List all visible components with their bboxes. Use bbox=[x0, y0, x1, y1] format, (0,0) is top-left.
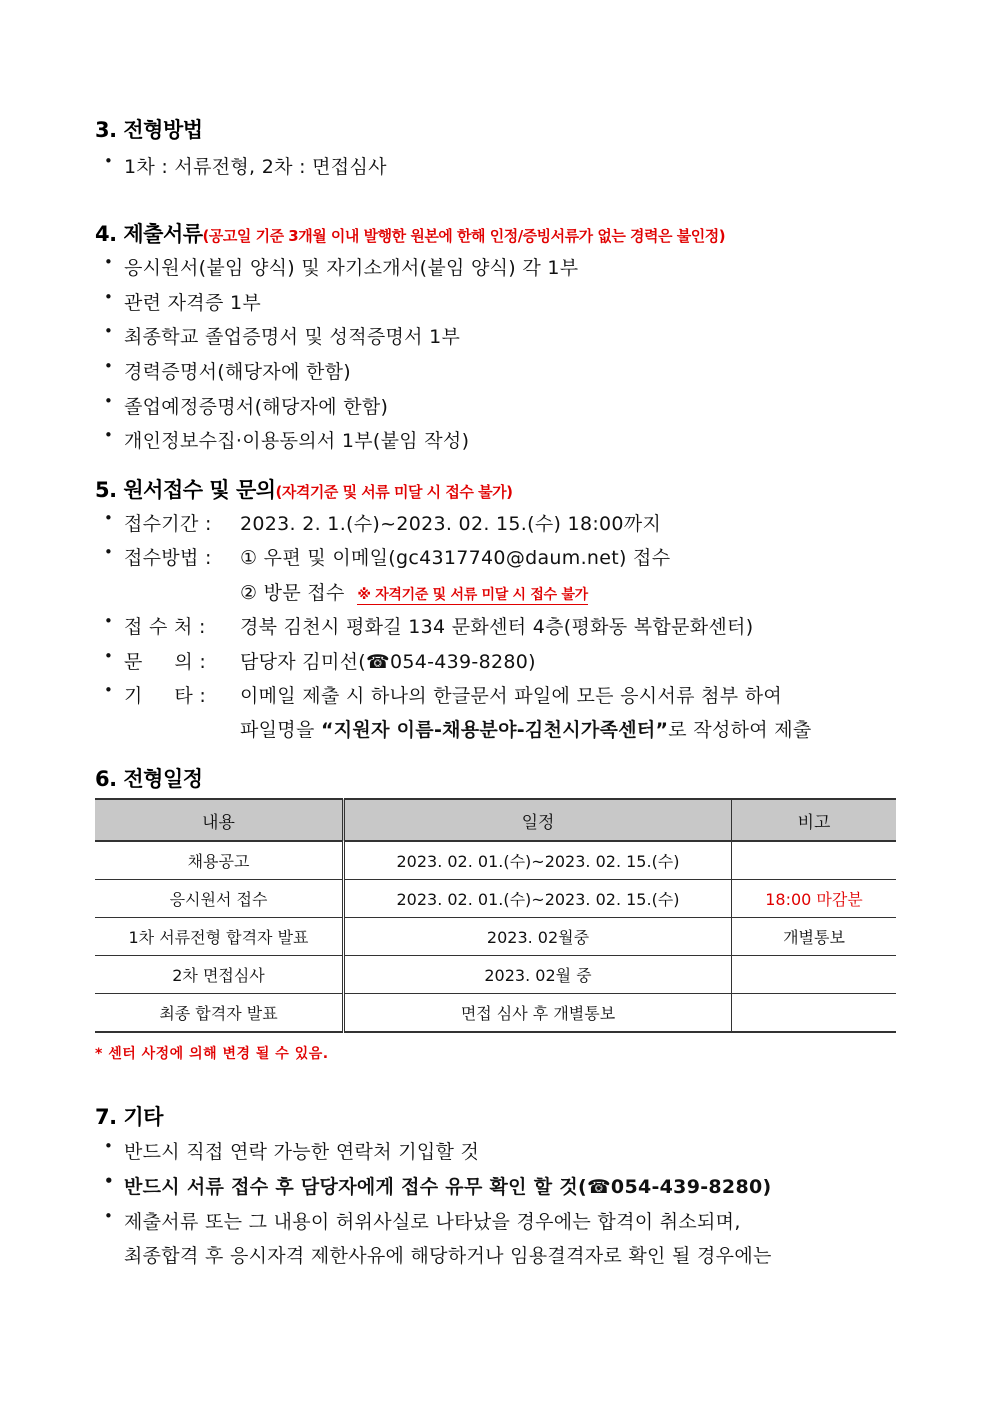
table-cell: 채용공고 bbox=[95, 841, 344, 880]
bullet-icon: • bbox=[104, 152, 114, 170]
table-cell: 개별통보 bbox=[732, 918, 897, 956]
list-item bbox=[104, 392, 389, 419]
method-value-1: ① 우편 및 이메일(gc4317740@daum.net) 접수 bbox=[240, 547, 671, 569]
period-value: 2023. 2. 1.(수)~2023. 02. 15.(수) 18:00까지 bbox=[240, 513, 662, 535]
list-item-text: 경력증명서(해당자에 한함) bbox=[124, 361, 351, 383]
place-value: 경북 김천시 평화길 134 문화센터 4층(평화동 복합문화센터) bbox=[240, 616, 754, 638]
list-item-method bbox=[104, 543, 212, 570]
list-item-continuation: 최종합격 후 응시자격 제한사유에 해당하거나 임용결격자로 확인 될 경우에는 bbox=[124, 1245, 772, 1267]
list-item bbox=[104, 357, 351, 384]
list-item-inquiry bbox=[104, 647, 207, 674]
bullet-icon: • bbox=[104, 1207, 114, 1225]
table-row bbox=[95, 994, 896, 1033]
list-item-etc bbox=[104, 681, 207, 708]
table-cell: 최종 합격자 발표 bbox=[95, 994, 344, 1033]
list-item bbox=[104, 426, 470, 453]
etc-line-2 bbox=[240, 715, 812, 742]
table-row bbox=[95, 918, 896, 956]
list-item-text: 최종학교 졸업증명서 및 성적증명서 1부 bbox=[124, 326, 461, 348]
etc-line-1: 이메일 제출 시 하나의 한글문서 파일에 모든 응시서류 첨부 하여 bbox=[240, 685, 783, 707]
bullet-icon: • bbox=[104, 288, 114, 306]
inquiry-value: 담당자 김미선(☎054-439-8280) bbox=[240, 651, 536, 673]
inquiry-label: 문 의 : bbox=[124, 651, 207, 673]
section-4-heading: 4. 제출서류 bbox=[95, 222, 203, 246]
list-item-place bbox=[104, 612, 206, 639]
etc-label: 기 타 : bbox=[124, 685, 207, 707]
etc-filename-format: “지원자 이름-채용분야-김천시가족센터” bbox=[320, 719, 669, 741]
table-cell: 2023. 02월 중 bbox=[344, 956, 732, 994]
list-item bbox=[104, 1172, 772, 1199]
table-cell: 2023. 02. 01.(수)~2023. 02. 15.(수) bbox=[344, 841, 732, 880]
list-item-text: 응시원서(붙임 양식) 및 자기소개서(붙임 양식) 각 1부 bbox=[124, 257, 579, 279]
etc-line-2-pre: 파일명을 bbox=[240, 719, 321, 741]
bullet-icon: • bbox=[104, 543, 114, 561]
table-cell bbox=[732, 841, 897, 880]
method-visit: ② 방문 접수 bbox=[240, 582, 345, 604]
table-cell: 면접 심사 후 개별통보 bbox=[344, 994, 732, 1033]
table-cell: 2023. 02월중 bbox=[344, 918, 732, 956]
list-item-text: 반드시 직접 연락 가능한 연락처 기입할 것 bbox=[124, 1141, 480, 1163]
schedule-footnote: * 센터 사정에 의해 변경 될 수 있음. bbox=[95, 1046, 329, 1062]
section-4-note: (공고일 기준 3개월 이내 발행한 원본에 한해 인정/증빙서류가 없는 경력은 불인정) bbox=[202, 227, 726, 245]
schedule-table bbox=[95, 798, 896, 1033]
bullet-icon: • bbox=[104, 253, 114, 271]
section-5-title bbox=[95, 474, 512, 504]
period-label: 접수기간 : bbox=[124, 513, 212, 535]
table-row bbox=[95, 880, 896, 918]
list-item bbox=[104, 1207, 741, 1234]
method-label: 접수방법 : bbox=[124, 547, 212, 569]
section-5-note: (자격기준 및 서류 미달 시 접수 불가) bbox=[275, 483, 513, 501]
list-item bbox=[104, 322, 461, 349]
table-header: 내용 bbox=[95, 799, 344, 841]
bullet-icon: • bbox=[104, 322, 114, 340]
list-item-text: 개인정보수집·이용동의서 1부(붙임 작성) bbox=[124, 430, 470, 452]
place-label: 접 수 처 : bbox=[124, 616, 206, 638]
table-cell: 2023. 02. 01.(수)~2023. 02. 15.(수) bbox=[344, 880, 732, 918]
section-5-heading: 5. 원서접수 및 문의 bbox=[95, 478, 276, 502]
table-header: 비고 bbox=[732, 799, 897, 841]
list-item bbox=[104, 152, 387, 179]
list-item-period bbox=[104, 509, 212, 536]
table-row bbox=[95, 841, 896, 880]
table-cell: 1차 서류전형 합격자 발표 bbox=[95, 918, 344, 956]
section-7-heading: 7. 기타 bbox=[95, 1105, 163, 1129]
bullet-icon: • bbox=[104, 681, 114, 699]
table-header: 일정 bbox=[344, 799, 732, 841]
method-value-2 bbox=[240, 578, 588, 605]
table-cell bbox=[732, 956, 897, 994]
list-item-text: 반드시 서류 접수 후 담당자에게 접수 유무 확인 할 것(☎054-439-8280) bbox=[124, 1176, 772, 1198]
list-item bbox=[104, 253, 579, 280]
bullet-icon: • bbox=[104, 509, 114, 527]
table-cell: 18:00 마감분 bbox=[732, 880, 897, 918]
bullet-icon: • bbox=[104, 612, 114, 630]
section-3-heading: 3. 전형방법 bbox=[95, 118, 203, 142]
table-cell bbox=[732, 994, 897, 1033]
table-row bbox=[95, 956, 896, 994]
section-6-heading: 6. 전형일정 bbox=[95, 767, 203, 791]
bullet-icon: • bbox=[104, 392, 114, 410]
table-cell: 2차 면접심사 bbox=[95, 956, 344, 994]
section-4-title bbox=[95, 218, 725, 248]
list-item-text: 1차 : 서류전형, 2차 : 면접심사 bbox=[124, 156, 387, 178]
etc-line-2-post: 로 작성하여 제출 bbox=[668, 719, 812, 741]
bullet-icon: • bbox=[104, 357, 114, 375]
bullet-icon: • bbox=[104, 426, 114, 444]
list-item-text: 졸업예정증명서(해당자에 한함) bbox=[124, 396, 389, 418]
method-note: ※ 자격기준 및 서류 미달 시 접수 불가 bbox=[357, 587, 588, 603]
bullet-icon: • bbox=[104, 647, 114, 665]
list-item-text: 제출서류 또는 그 내용이 허위사실로 나타났을 경우에는 합격이 취소되며, bbox=[124, 1211, 741, 1233]
list-item-text: 관련 자격증 1부 bbox=[124, 292, 261, 314]
bullet-icon: • bbox=[104, 1137, 114, 1155]
list-item bbox=[104, 288, 261, 315]
table-cell: 응시원서 접수 bbox=[95, 880, 344, 918]
list-item bbox=[104, 1137, 480, 1164]
bullet-icon: • bbox=[104, 1172, 114, 1190]
table-header-row bbox=[95, 799, 896, 841]
